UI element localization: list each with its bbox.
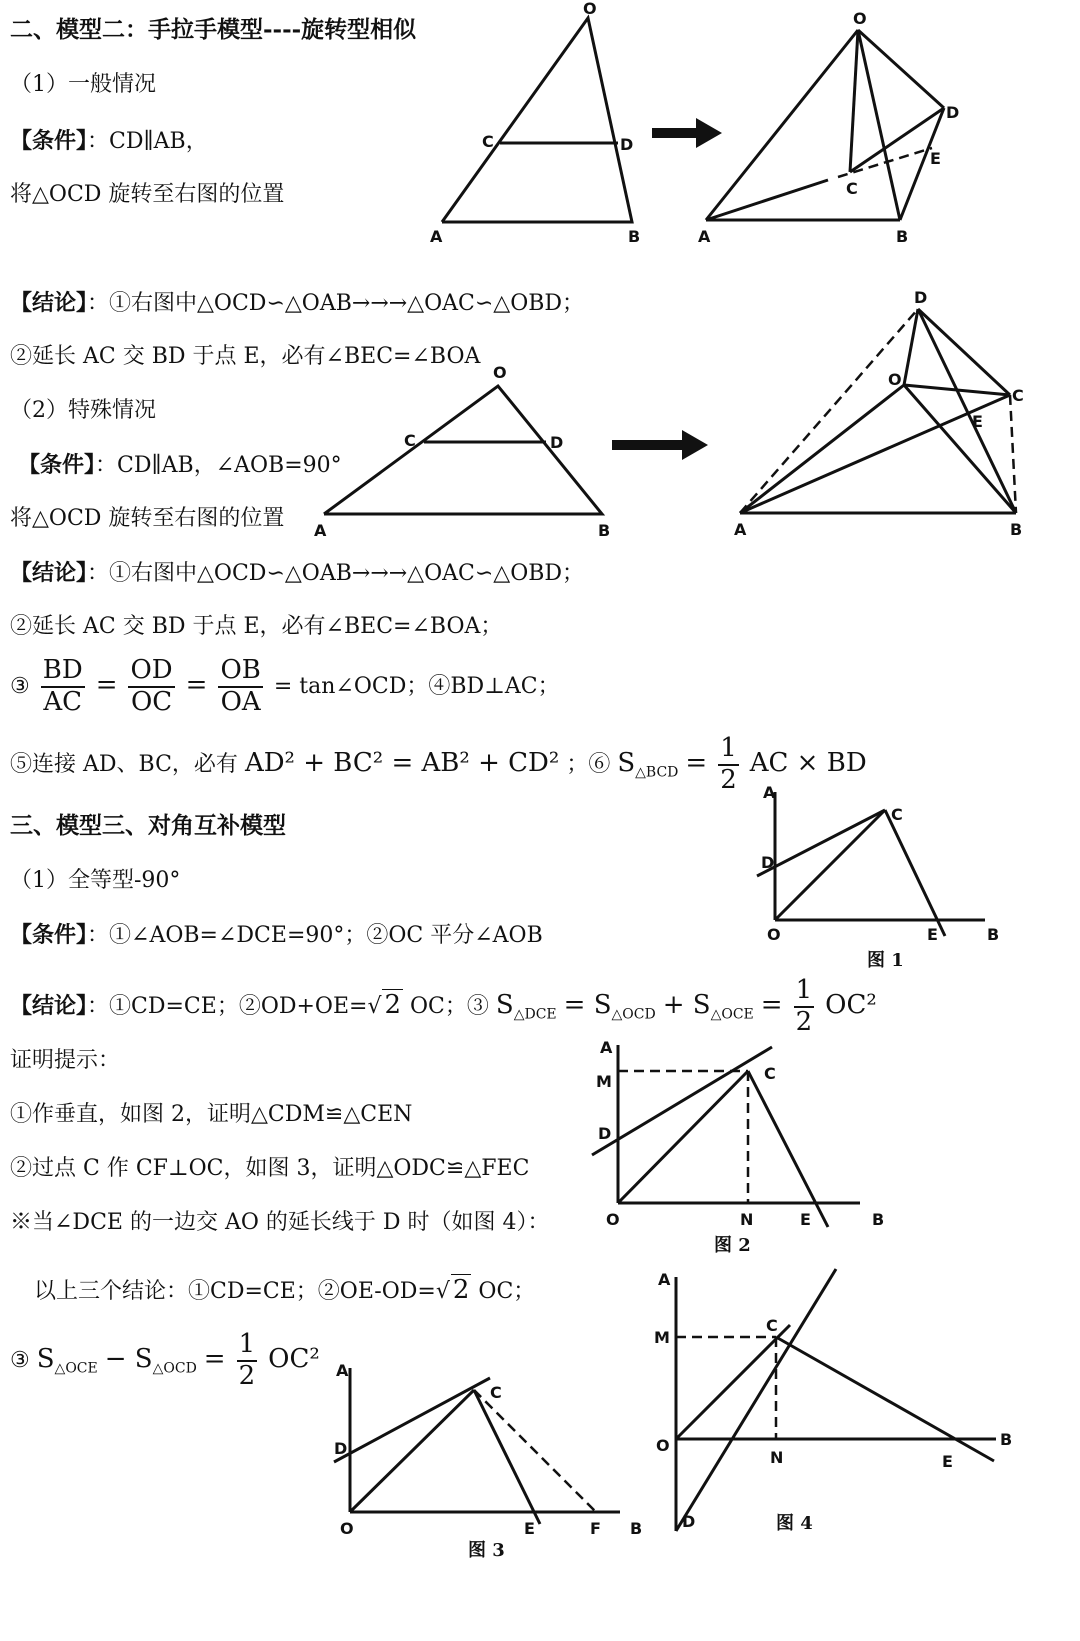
general-case-title: （1）一般情况 xyxy=(10,72,156,97)
special-conclusion-5-6: ⑤连接 AD、BC，必有 AD² + BC² = AB² + CD² ；⑥ $S_{\triangle BCD}$ = $\frac{1}{2}$ AC × BD xyxy=(10,733,867,795)
general-conclusion-2: ②延长 AC 交 BD 于点 E，必有∠BEC=∠BOA xyxy=(10,344,481,369)
conclusion-text: ：①右图中△OCD∽△OAB→→→△OAC∽△OBD； xyxy=(87,561,585,586)
segment-oc xyxy=(850,30,858,172)
area-symbol: S xyxy=(617,747,636,778)
condition-label: 【条件】 xyxy=(10,922,88,948)
special-note: ※当∠DCE 的一边交 AO 的延长线于 D 时（如图 4）： xyxy=(10,1210,550,1235)
special-conclusion-1 xyxy=(10,560,584,587)
segment-cb xyxy=(1010,395,1016,513)
label-c: C xyxy=(766,1316,778,1335)
label-d: D xyxy=(914,288,928,307)
segment-ob xyxy=(904,385,1016,513)
label-a: A xyxy=(763,783,776,802)
label-c: C xyxy=(891,805,903,824)
label-b: B xyxy=(1010,520,1023,539)
figure-1 xyxy=(745,780,1015,980)
figure-2 xyxy=(580,1035,900,1265)
denominator: AC xyxy=(43,686,83,717)
fraction-bd-ac xyxy=(41,656,85,718)
sqrt-symbol: √ xyxy=(435,1279,450,1304)
segment-ao xyxy=(740,385,904,513)
condition-label: 【条件】 xyxy=(18,452,96,478)
label-a: A xyxy=(314,521,327,540)
numerator: 1 xyxy=(794,976,815,1008)
note-conclusion xyxy=(34,1274,535,1306)
special-rotate-text: 将△OCD 旋转至右图的位置 xyxy=(10,506,285,531)
label-o: O xyxy=(340,1519,354,1538)
segment-ob xyxy=(858,30,900,220)
fraction-ob-oa xyxy=(218,656,262,718)
label-n: N xyxy=(740,1210,754,1229)
conclusion-5-equation: AD² + BC² = AB² + CD² xyxy=(244,747,560,778)
numerator: 1 xyxy=(718,734,739,766)
special-condition xyxy=(18,452,342,479)
label-d: D xyxy=(550,433,564,452)
denominator: 2 xyxy=(720,764,737,795)
label-a: A xyxy=(658,1270,671,1289)
conclusion-text-b: OC；③ xyxy=(403,993,489,1019)
label-b: B xyxy=(598,521,611,540)
proof-hint-1: ①作垂直，如图 2，证明△CDM≌△CEN xyxy=(10,1102,413,1127)
figure-3 xyxy=(330,1358,650,1573)
condition-label: 【条件】 xyxy=(10,128,88,154)
label-o: O xyxy=(656,1436,670,1455)
numerator: OB xyxy=(218,656,262,688)
special-rotated-figure xyxy=(720,285,1050,545)
proof-hint-2: ②过点 C 作 CF⊥OC，如图 3，证明△ODC≌△FEC xyxy=(10,1156,530,1181)
label-o: O xyxy=(888,370,902,389)
label-e: E xyxy=(927,925,938,944)
area-subscript: △BCD xyxy=(635,764,679,781)
model3-conclusion: 【结论】：①CD=CE；②OD+OE=√ 2 OC；③ $S_{\triangle DCE} = S_{\triangle OCD} + S_{\triangle OCE}$ = $\frac{1}{2}$ OC² xyxy=(10,975,877,1037)
conclusion-5-prefix: ⑤连接 AD、BC，必有 xyxy=(10,751,238,777)
figure-caption: 图 4 xyxy=(776,1513,813,1534)
mark: ③ xyxy=(10,1347,30,1373)
sqrt-value: 2 xyxy=(452,1275,470,1305)
fraction-half xyxy=(794,976,815,1038)
label-b: B xyxy=(630,1519,643,1538)
model3-heading: 三、模型三、对角互补模型 xyxy=(10,812,286,839)
general-conclusion-1 xyxy=(10,290,584,317)
label-a: A xyxy=(734,520,747,539)
label-b: B xyxy=(987,925,1000,944)
note-conclusion-a: 以上三个结论：①CD=CE；②OE-OD= xyxy=(34,1279,436,1304)
label-c: C xyxy=(482,132,494,151)
segment-ce xyxy=(474,1390,540,1524)
label-a: A xyxy=(698,227,711,246)
area-subscript-oce: △OCE xyxy=(710,1006,754,1023)
proof-title: 证明提示： xyxy=(10,1048,121,1073)
label-d: D xyxy=(620,135,634,154)
conclusion-label: 【结论】 xyxy=(10,992,88,1019)
conclusion-6-tail: AC × BD xyxy=(749,747,867,778)
label-a: A xyxy=(430,227,443,246)
label-d: D xyxy=(946,103,960,122)
numerator: BD xyxy=(41,656,85,688)
denominator: 2 xyxy=(238,1360,256,1391)
label-o: O xyxy=(606,1210,620,1229)
model3-condition xyxy=(10,922,543,949)
condition-text: ：CD∥AB，∠AOB=90° xyxy=(95,453,342,478)
label-d: D xyxy=(761,853,775,872)
label-n: N xyxy=(770,1448,784,1467)
label-e: E xyxy=(930,149,941,168)
segment-oc xyxy=(775,810,885,920)
note-conclusion-b: OC； xyxy=(471,1279,536,1304)
area-subscript-ocd: △OCD xyxy=(152,1360,197,1377)
area-subscript-dce: △DCE xyxy=(513,1006,557,1023)
perpendicular-cf xyxy=(474,1390,596,1512)
area-subscript-oce: △OCE xyxy=(54,1360,98,1377)
fraction-od-oc xyxy=(128,656,174,718)
triangle-oab xyxy=(442,18,632,222)
label-e: E xyxy=(972,412,983,431)
denominator: OC xyxy=(130,686,173,717)
general-triangle-figure xyxy=(420,0,660,260)
label-o: O xyxy=(583,0,597,18)
model2-heading: 二、模型二：手拉手模型----旋转型相似 xyxy=(10,16,417,43)
note-conclusion-3: ③ $S_{\triangle OCE} - S_{\triangle OCD}$ = $\frac{1}{2}$ OC² xyxy=(10,1329,320,1391)
fraction-half xyxy=(718,734,739,796)
label-d: D xyxy=(682,1512,696,1531)
oc-squared: OC² xyxy=(825,989,877,1020)
label-e: E xyxy=(524,1519,535,1538)
label-c: C xyxy=(404,431,416,450)
general-condition xyxy=(10,128,208,155)
label-c: C xyxy=(764,1064,776,1083)
segment-do xyxy=(904,309,918,385)
special-conclusion-3: ③ $\frac{BD}{AC}$ = $\frac{OD}{OC}$ = $\frac{OB}{OA}$ = tan∠OCD；④BD⊥AC； xyxy=(10,655,560,717)
label-o: O xyxy=(493,363,507,382)
conclusion-6-prefix: ；⑥ xyxy=(566,751,611,777)
oc-squared: OC² xyxy=(268,1343,320,1374)
denominator: 2 xyxy=(795,1006,813,1037)
segment-ad xyxy=(740,309,918,513)
conclusion-label: 【结论】 xyxy=(10,290,88,316)
label-a: A xyxy=(600,1038,613,1057)
conclusion-text-a: ：①CD=CE；②OD+OE= xyxy=(87,993,368,1019)
segment-oc xyxy=(350,1390,474,1512)
label-c: C xyxy=(1012,386,1024,405)
fraction-half xyxy=(237,1330,258,1392)
special-triangle-figure xyxy=(310,360,620,550)
general-rotated-figure xyxy=(690,0,970,260)
figure-4 xyxy=(650,1265,1030,1565)
label-b: B xyxy=(1000,1430,1013,1449)
label-f: F xyxy=(590,1519,601,1538)
segment-dc xyxy=(676,1269,836,1531)
label-e: E xyxy=(800,1210,811,1229)
sqrt-value: 2 xyxy=(384,989,402,1020)
figure-caption: 图 1 xyxy=(867,950,904,971)
segment-ao xyxy=(706,30,858,220)
segment-oc xyxy=(676,1325,790,1439)
segment-ac xyxy=(706,180,828,220)
label-b: B xyxy=(872,1210,885,1229)
segment-ce xyxy=(885,810,945,936)
segment-ce xyxy=(776,1337,994,1461)
general-rotate-text: 将△OCD 旋转至右图的位置 xyxy=(10,182,285,207)
label-d: D xyxy=(598,1124,612,1143)
label-c: C xyxy=(490,1383,502,1402)
numerator: 1 xyxy=(237,1330,258,1362)
label-c: C xyxy=(846,179,858,198)
segment-ac xyxy=(740,395,1010,513)
condition-text: ：①∠AOB=∠DCE=90°；②OC 平分∠AOB xyxy=(87,923,543,948)
segment-dc xyxy=(918,309,1010,395)
mark: ③ xyxy=(10,673,30,699)
numerator: OD xyxy=(128,656,174,688)
arrow-right-icon xyxy=(612,428,712,464)
label-o: O xyxy=(767,925,781,944)
special-conclusion-2: ②延长 AC 交 BD 于点 E，必有∠BEC=∠BOA； xyxy=(10,614,503,639)
label-b: B xyxy=(896,227,909,246)
model3-case-title: （1）全等型-90° xyxy=(10,868,181,893)
label-m: M xyxy=(654,1328,670,1347)
figure-caption: 图 2 xyxy=(714,1235,751,1256)
label-o: O xyxy=(853,9,867,28)
segment-od xyxy=(858,30,944,108)
denominator: OA xyxy=(220,686,261,717)
label-d: D xyxy=(334,1439,348,1458)
figure-caption: 图 3 xyxy=(468,1540,505,1561)
label-a: A xyxy=(336,1361,349,1380)
segment-db xyxy=(918,309,1016,513)
conclusion-tail: = tan∠OCD；④BD⊥AC； xyxy=(273,673,560,699)
label-b: B xyxy=(628,227,641,246)
segment-oc xyxy=(618,1071,748,1203)
conclusion-text: ：①右图中△OCD∽△OAB→→→△OAC∽△OBD； xyxy=(87,291,585,316)
area-subscript-ocd: △OCD xyxy=(611,1006,656,1023)
label-e: E xyxy=(942,1452,953,1471)
conclusion-label: 【结论】 xyxy=(10,560,88,586)
special-case-title: （2）特殊情况 xyxy=(10,398,156,423)
label-m: M xyxy=(596,1072,612,1091)
condition-text: ：CD∥AB， xyxy=(87,129,208,154)
sqrt-symbol: √ xyxy=(367,993,382,1019)
